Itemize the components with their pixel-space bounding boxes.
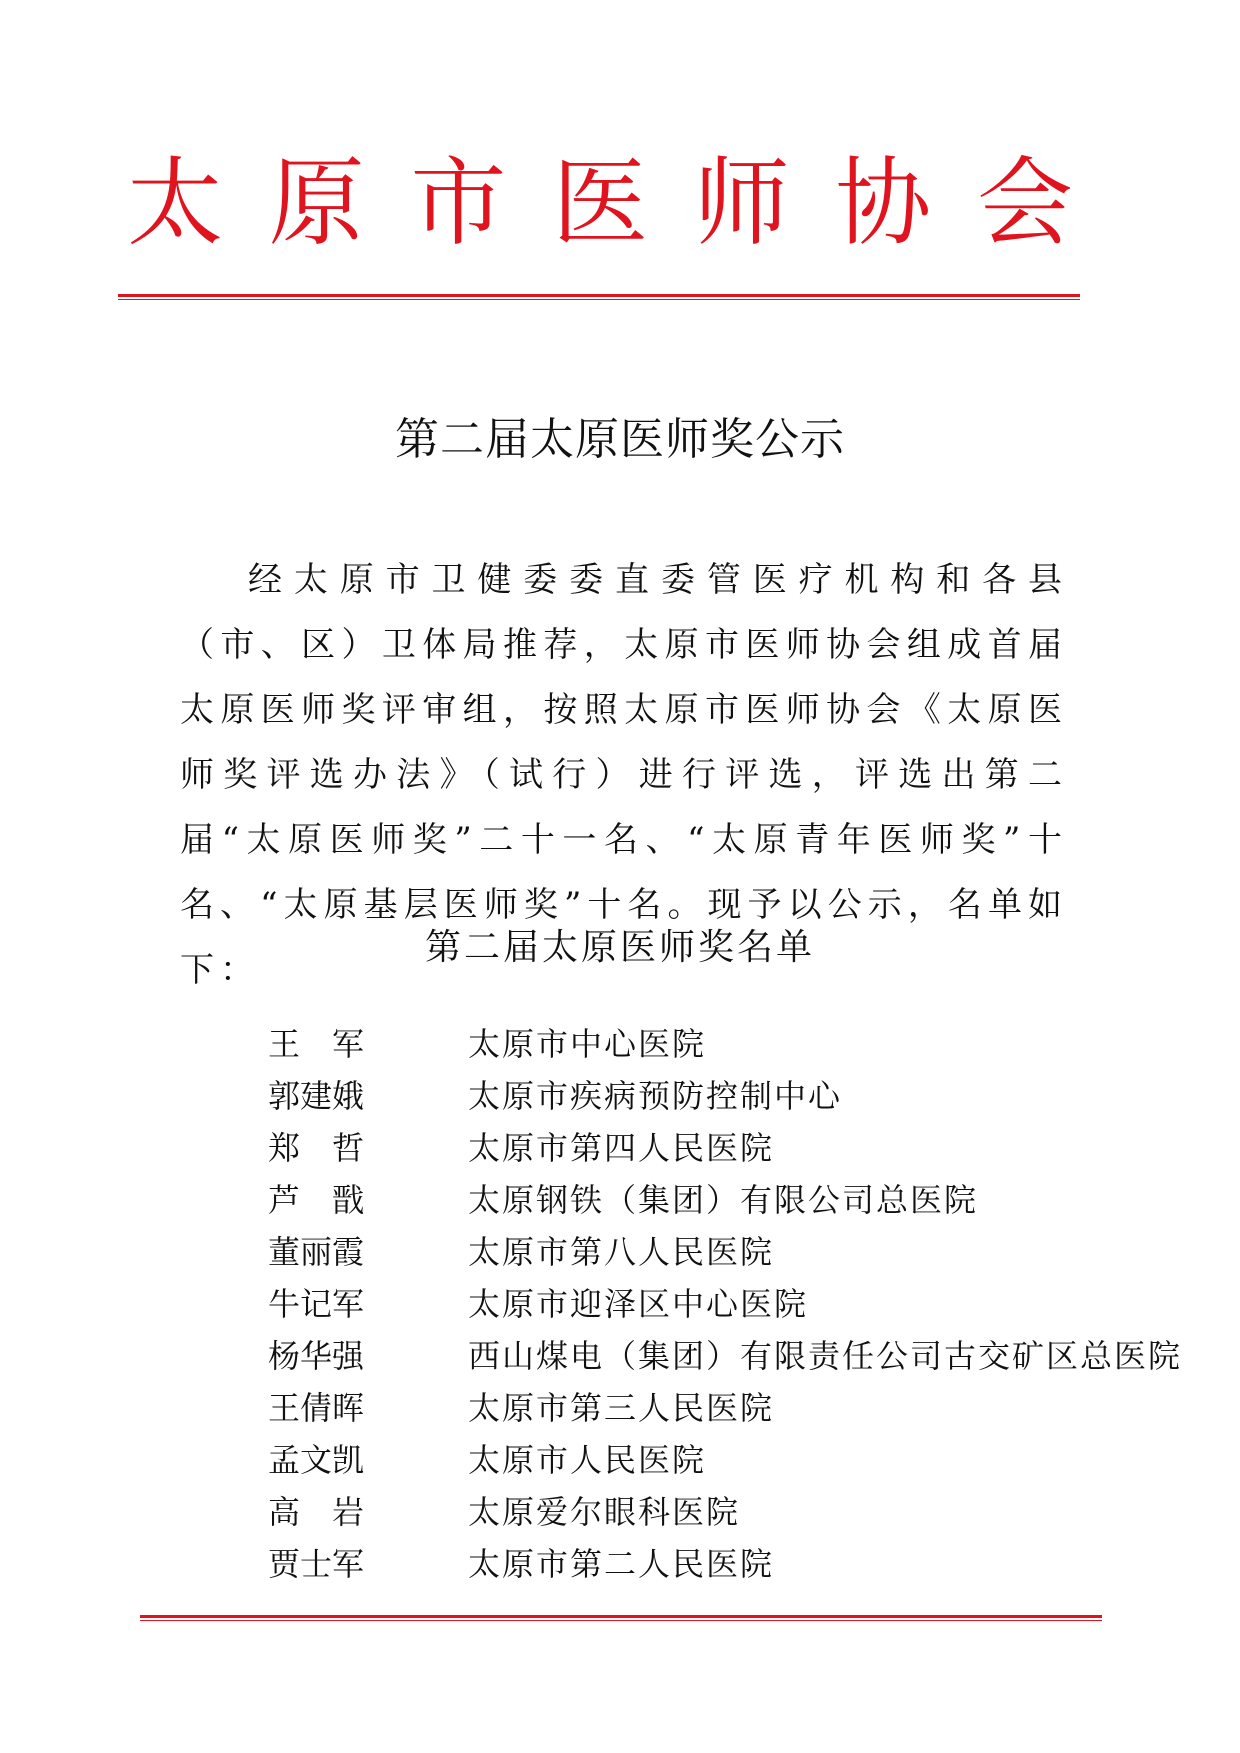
winner-unit: 太原钢铁（集团）有限公司总医院 xyxy=(468,1181,979,1219)
winner-unit: 太原市第八人民医院 xyxy=(468,1233,775,1271)
letterhead-char: 原 xyxy=(268,147,365,259)
letterhead-char: 师 xyxy=(693,147,790,259)
winner-name-char: 贾 xyxy=(268,1545,301,1583)
winner-name xyxy=(268,1018,364,1070)
winner-name-char: 高 xyxy=(268,1493,301,1531)
award-winner-row xyxy=(268,1538,1088,1590)
winner-name-char: 文 xyxy=(300,1441,333,1479)
award-winner-row xyxy=(268,1070,1088,1122)
letterhead-char: 协 xyxy=(835,147,932,259)
winner-name-char: 芦 xyxy=(268,1181,301,1219)
winner-unit: 太原爱尔眼科医院 xyxy=(468,1493,741,1531)
award-winner-row xyxy=(268,1330,1183,1382)
award-winner-row xyxy=(268,1226,1088,1278)
notice-title: 第二届太原医师奖公示 xyxy=(395,414,845,465)
winner-name-char: 晖 xyxy=(332,1389,365,1427)
winner-unit: 太原市第二人民医院 xyxy=(468,1545,775,1583)
top-red-rule xyxy=(118,294,1080,300)
winner-name-char: 军 xyxy=(332,1285,365,1323)
winner-unit: 太原市疾病预防控制中心 xyxy=(468,1077,843,1115)
winner-name-char: 凯 xyxy=(332,1441,365,1479)
winner-name-char: 孟 xyxy=(268,1441,301,1479)
winner-name-char: 郑 xyxy=(268,1129,301,1167)
winner-name-char: 华 xyxy=(300,1337,333,1375)
winner-name xyxy=(268,1434,364,1486)
award-winner-list xyxy=(268,1018,1183,1590)
notice-body: 经太原市卫健委委直委管医疗机构和各县（市、区）卫体局推荐，太原市医师协会组成首届太原医师奖评审组，按照太原市医师协会《太原医师奖评选办法》（试行）进行评选，评选出第二届“太原医师奖”二十一名、“太原青年医师奖”十名、“太原基层医师奖”十名。现予以公示，名单如下： xyxy=(180,560,1068,990)
winner-name-char: 王 xyxy=(268,1025,301,1063)
winner-unit: 太原市人民医院 xyxy=(468,1441,707,1479)
winner-name xyxy=(268,1278,364,1330)
winner-name xyxy=(268,1382,364,1434)
award-winner-row xyxy=(268,1382,1088,1434)
winner-name-char: 董 xyxy=(268,1233,301,1271)
winner-name-char: 霞 xyxy=(332,1233,365,1271)
award-winner-row xyxy=(268,1122,1088,1174)
winner-name-char: 哲 xyxy=(331,1129,364,1167)
winner-name-char: 军 xyxy=(332,1545,365,1583)
winner-name-char: 娥 xyxy=(332,1077,365,1115)
winner-unit: 太原市迎泽区中心医院 xyxy=(468,1285,809,1323)
award-winner-row xyxy=(268,1486,1088,1538)
winner-name xyxy=(268,1330,364,1382)
letterhead-char: 会 xyxy=(976,147,1073,259)
bottom-red-rule xyxy=(140,1615,1102,1621)
winner-name xyxy=(268,1070,364,1122)
winner-unit: 西山煤电（集团）有限责任公司古交矿区总医院 xyxy=(468,1337,1183,1375)
winner-name-char: 牛 xyxy=(268,1285,301,1323)
winner-name-char: 岩 xyxy=(331,1493,364,1531)
winner-name-char: 强 xyxy=(332,1337,365,1375)
winner-name-char: 记 xyxy=(300,1285,333,1323)
winner-unit: 太原市第三人民医院 xyxy=(468,1389,775,1427)
letterhead-char: 太 xyxy=(127,147,223,259)
winner-name xyxy=(268,1226,364,1278)
letterhead-title xyxy=(120,147,1080,259)
award-winner-row xyxy=(268,1278,1088,1330)
award-winner-row xyxy=(268,1174,1088,1226)
award-list-title: 第二届太原医师奖名单 xyxy=(424,927,815,968)
winner-name xyxy=(268,1486,364,1538)
winner-unit: 太原市第四人民医院 xyxy=(468,1129,775,1167)
letterhead-char: 市 xyxy=(410,147,507,259)
winner-name-char: 建 xyxy=(300,1077,333,1115)
winner-name-char: 倩 xyxy=(300,1389,333,1427)
winner-name-char: 丽 xyxy=(300,1233,333,1271)
winner-name xyxy=(268,1174,364,1226)
letterhead-char: 医 xyxy=(551,147,648,259)
winner-name-char: 戬 xyxy=(331,1181,364,1219)
winner-name-char: 军 xyxy=(331,1025,364,1063)
award-winner-row xyxy=(268,1018,1088,1070)
winner-name-char: 杨 xyxy=(268,1337,301,1375)
award-winner-row xyxy=(268,1434,1088,1486)
winner-name xyxy=(268,1538,364,1590)
winner-name-char: 士 xyxy=(300,1545,333,1583)
winner-unit: 太原市中心医院 xyxy=(468,1025,707,1063)
winner-name-char: 王 xyxy=(268,1389,301,1427)
winner-name xyxy=(268,1122,364,1174)
winner-name-char: 郭 xyxy=(268,1077,301,1115)
